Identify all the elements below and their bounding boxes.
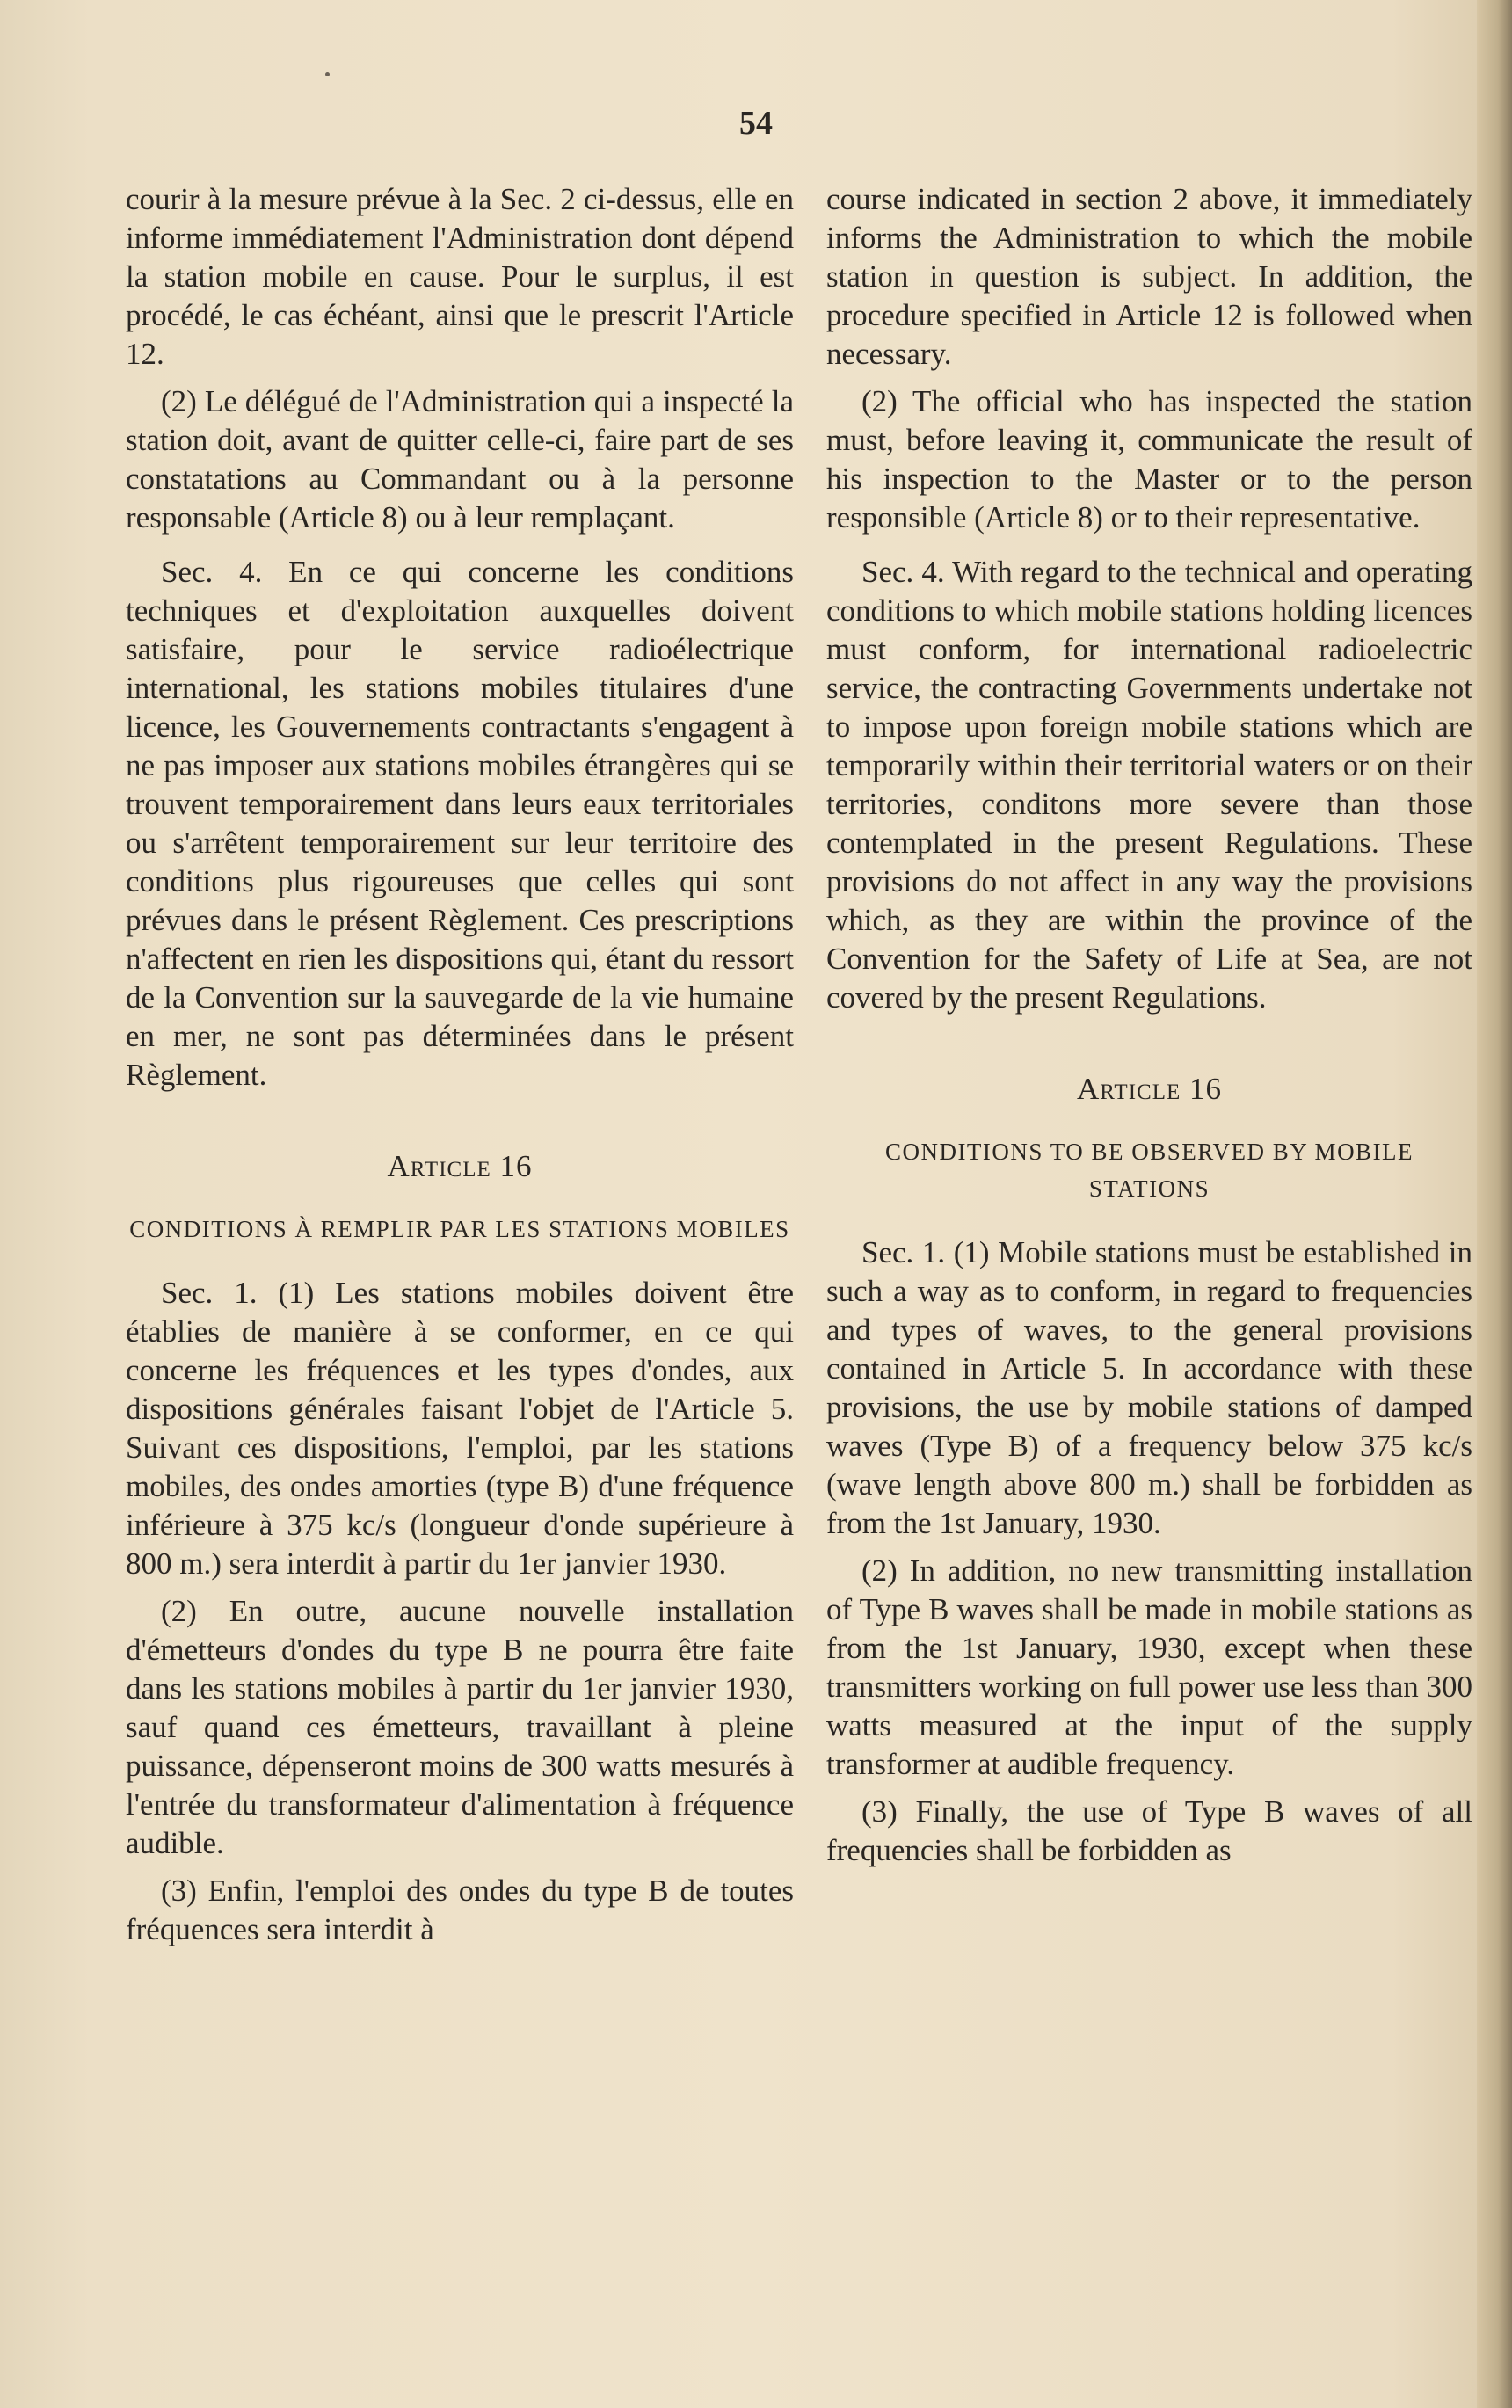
right-column-english	[826, 180, 1472, 1879]
paragraph: courir à la mesure prévue à la Sec. 2 ci-dessus, elle en informe immédiatement l'Administration dont dépend la station mobile en cause. Pour le surplus, il est procédé, le cas échéant, ainsi que le prescrit l'Article 12.	[126, 182, 794, 371]
speck	[325, 72, 330, 76]
paragraph: (3) Enfin, l'emploi des ondes du type B de toutes fréquences sera interdit à	[126, 1873, 794, 1946]
paragraph: course indicated in section 2 above, it immediately informs the Administration to which the mobile station in question is subject. In addition, the procedure specified in Article 12 is followed when necessary.	[826, 182, 1472, 371]
left-column-french	[126, 180, 794, 1958]
paragraph: (2) The official who has inspected the station must, before leaving it, communicate the result of his inspection to the Master or to the person responsible (Article 8) or to their representative.	[826, 384, 1472, 535]
page-binding-edge	[1477, 0, 1512, 2408]
paragraph: Sec. 1. (1) Mobile stations must be established in such a way as to conform, in regard to frequencies and types of waves, to the general provisions contained in Article 5. In accordance with these provisions, the use by mobile stations of damped waves (Type B) of a frequency below 375 kc/s (wave length above 800 m.) shall be forbidden as from the 1st January, 1930.	[826, 1235, 1472, 1540]
paragraph: Sec. 4. With regard to the technical and operating conditions to which mobile stations holding licences must conform, for international radioelectric service, the contracting Governments undertake not to impose upon foreign mobile stations which are temporarily within their territorial waters or on their territories, conditons more severe than those contemplated in the present Regulations. These provisions do not affect in any way the provisions which, as they are within the province of the Convention for the Safety of Life at Sea, are not covered by the present Regulations.	[826, 555, 1472, 1015]
paragraph: (3) Finally, the use of Type B waves of all frequencies shall be forbidden as	[826, 1794, 1472, 1867]
paragraph: (2) Le délégué de l'Administration qui a inspecté la station doit, avant de quitter celle-ci, faire part de ses constatations au Commandant ou à la personne responsable (Article 8) ou à leur remplaçant.	[126, 384, 794, 535]
paragraph: (2) En outre, aucune nouvelle installation d'émetteurs d'ondes du type B ne pourra être faite dans les stations mobiles à partir du 1er janvier 1930, sauf quand ces émetteurs, travaillant à pleine puissance, dépenseront moins de 300 watts mesurés à l'entrée du transformateur d'alimentation à fréquence audible.	[126, 1594, 794, 1860]
article-heading: Article 16	[387, 1149, 533, 1183]
paragraph: Sec. 1. (1) Les stations mobiles doivent être établies de manière à se conformer, en ce qui concerne les fréquences et les types d'ondes, aux dispositions générales faisant l'objet de l'Article 5. Suivant ces dispositions, l'emploi, par les stations mobiles, des ondes amorties (type B) d'une fréquence inférieure à 375 kc/s (longueur d'onde supérieure à 800 m.) sera interdit à partir du 1er janvier 1930.	[126, 1276, 794, 1581]
article-subheading: CONDITIONS À REMPLIR PAR LES STATIONS MOBILES	[129, 1216, 790, 1242]
paragraph: Sec. 4. En ce qui concerne les conditions techniques et d'exploitation auxquelles doivent satisfaire, pour le service radioélectrique international, les stations mobiles titulaires d'une licence, les Gouvernements contractants s'engagent à ne pas imposer aux stations mobiles étrangères qui se trouvent temporairement dans leurs eaux territoriales ou s'arrêtent temporairement sur leur territoire des conditions plus rigoureuses que celles qui sont prévues dans le présent Règlement. Ces prescriptions n'affectent en rien les dispositions qui, étant du ressort de la Convention sur la sauvegarde de la vie humaine en mer, ne sont pas déterminées dans le présent Règlement.	[126, 555, 794, 1092]
article-heading: Article 16	[1076, 1072, 1222, 1106]
page-number: 54	[739, 105, 773, 142]
paragraph: (2) In addition, no new transmitting installation of Type B waves shall be made in mobile stations as from the 1st January, 1930, except when these transmitters working on full power use less than 300 watts measured at the input of the supply transformer at audible frequency.	[826, 1553, 1472, 1781]
article-subheading: CONDITIONS TO BE OBSERVED BY MOBILE STATIONS	[884, 1139, 1414, 1202]
